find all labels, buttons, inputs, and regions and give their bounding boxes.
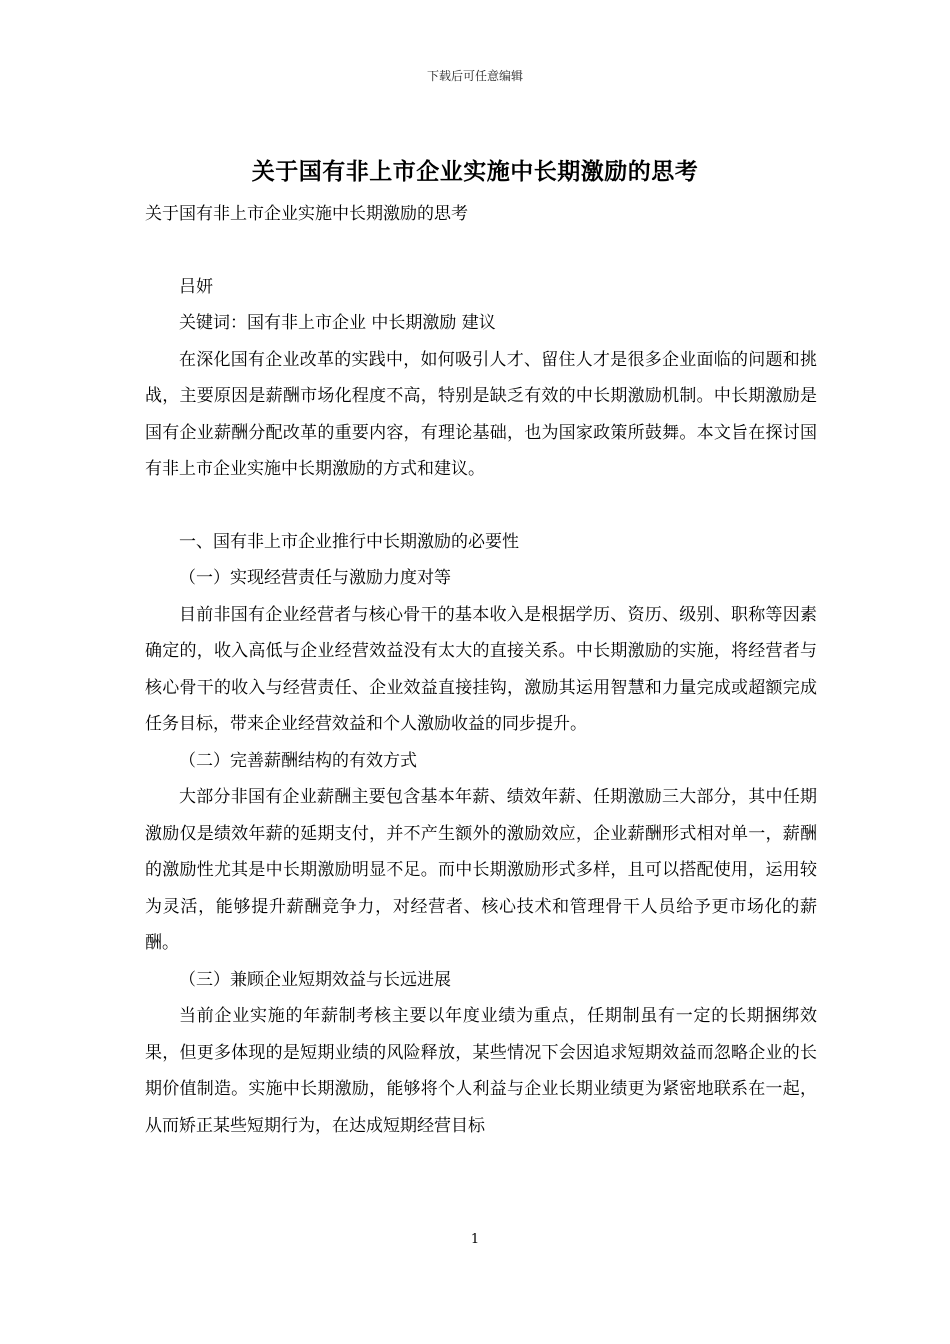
intro-paragraph: 在深化国有企业改革的实践中，如何吸引人才、留住人才是很多企业面临的问题和挑战，主要原因是薪酬市场化程度不高，特别是缺乏有效的中长期激励机制。中长期激励是国有企业薪酬分配改革的重要内容，有理论基础，也为国家政策所鼓舞。本文旨在探讨国有非上市企业实施中长期激励的方式和建议。 <box>145 349 817 479</box>
section-heading-1: 一、国有非上市企业推行中长期激励的必要性 <box>179 531 519 552</box>
spacer <box>145 488 817 524</box>
subsection-heading-2: （二）完善薪酬结构的有效方式 <box>179 750 417 771</box>
subsection-paragraph-3: 当前企业实施的年薪制考核主要以年度业绩为重点，任期制虽有一定的长期捆绑效果，但更多体现的是短期业绩的风险释放，某些情况下会因追求短期效益而忽略企业的长期价值制造。实施中长期激励，能够将个人利益与企业长期业绩更为紧密地联系在一起，从而矫正某些短期行为，在达成短期经营目标 <box>145 1006 817 1136</box>
page-number: 1 <box>470 1232 480 1247</box>
subsection-paragraph-1: 目前非国有企业经营者与核心骨干的基本收入是根据学历、资历、级别、职称等因素确定的，收入高低与企业经营效益没有太大的直接关系。中长期激励的实施，将经营者与核心骨干的收入与经营责任、企业效益直接挂钩，激励其运用智慧和力量完成或超额完成任务目标，带来企业经营效益和个人激励收益的同步提升。 <box>145 604 817 734</box>
author-name: 吕妍 <box>179 276 213 297</box>
subsection-heading-3: （三）兼顾企业短期效益与长远进展 <box>179 969 451 990</box>
keywords-line: 关键词：国有非上市企业 中长期激励 建议 <box>179 313 496 333</box>
document-subtitle: 关于国有非上市企业实施中长期激励的思考 <box>145 204 468 224</box>
header-note: 下载后可任意编辑 <box>426 69 523 83</box>
subsection-heading-1: （一）实现经营责任与激励力度对等 <box>179 568 451 588</box>
spacer <box>145 233 817 269</box>
subsection-paragraph-2: 大部分非国有企业薪酬主要包含基本年薪、绩效年薪、任期激励三大部分，其中任期激励仅是绩效年薪的延期支付，并不产生额外的激励效应，企业薪酬形式相对单一，薪酬的激励性尤其是中长期激励明显不足。而中长期激励形式多样，且可以搭配使用，运用较为灵活，能够提升薪酬竞争力，对经营者、核心技术和管理骨干人员给予更市场化的薪酬。 <box>145 787 817 953</box>
document-title: 关于国有非上市企业实施中长期激励的思考 <box>251 158 699 185</box>
document-body <box>145 196 817 1144</box>
